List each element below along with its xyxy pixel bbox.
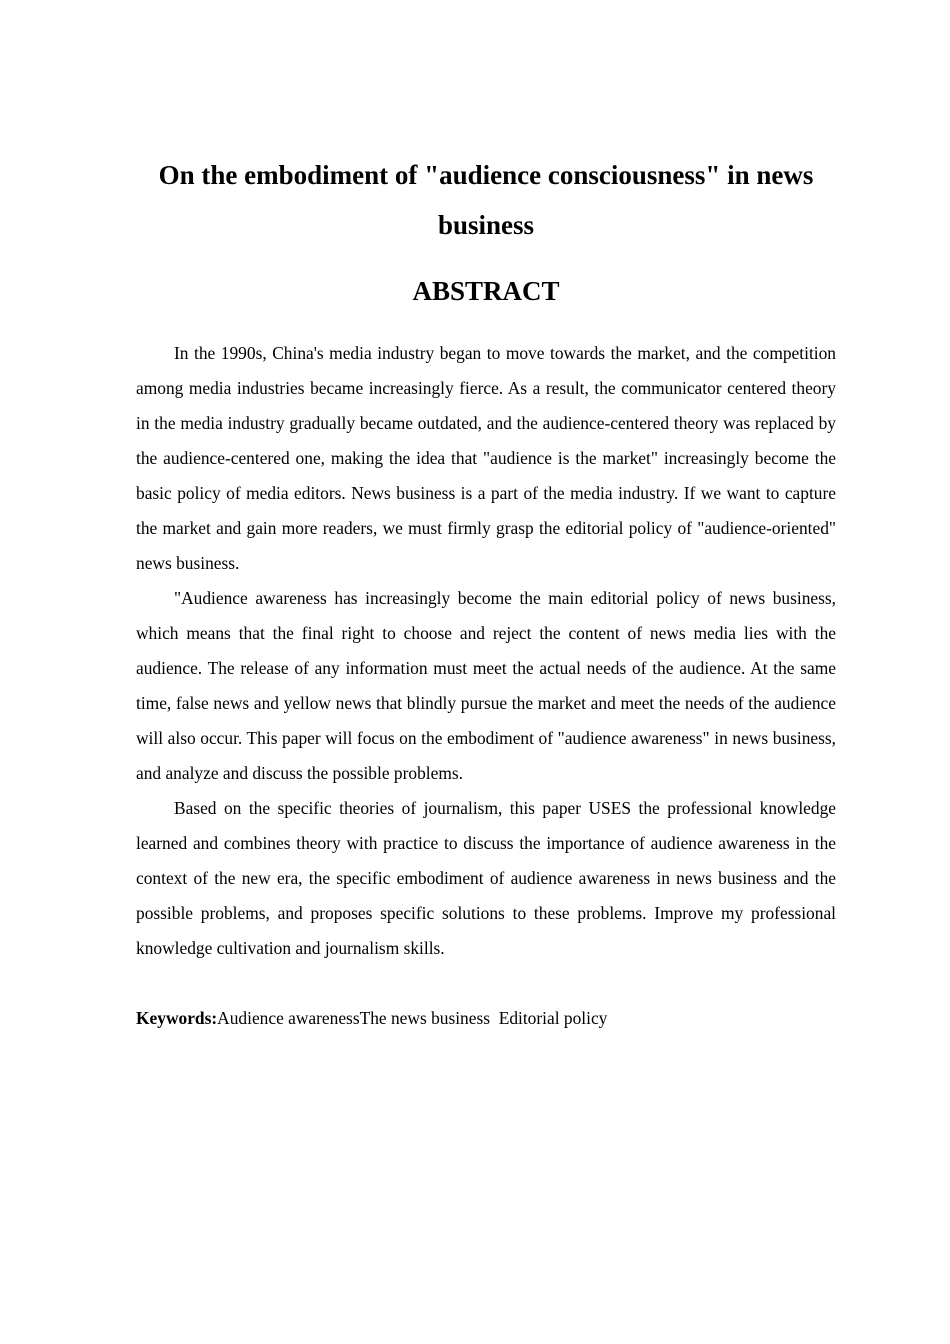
keywords-label: Keywords: [136,1008,218,1028]
keywords-line [136,1001,836,1036]
paper-page [136,150,836,1036]
abstract-paragraph-2: "Audience awareness has increasingly become the main editorial policy of news business, which means that the final right to choose and reject the content of news media lies with the audience. The release of any information must meet the actual needs of the audience. At the same time, false news and yellow news that blindly pursue the market and meet the needs of the audience will also occur. This paper will focus on the embodiment of "audience awareness" in news business, and analyze and discuss the possible problems. [136,588,836,783]
abstract-paragraph-3: Based on the specific theories of journalism, this paper USES the professional knowledge learned and combines theory with practice to discuss the importance of audience awareness in the context of the new era, the specific embodiment of audience awareness in news business and the possible problems, and proposes specific solutions to these problems. Improve my professional knowledge cultivation and journalism skills. [136,798,836,958]
paper-title: On the embodiment of "audience consciousness" in news business [158,160,814,240]
abstract-paragraph-1: In the 1990s, China's media industry began to move towards the market, and the competition among media industries became increasingly fierce. As a result, the communicator centered theory in the media industry gradually became outdated, and the audience-centered theory was replaced by the audience-centered one, making the idea that "audience is the market" increasingly become the basic policy of media editors. News business is a part of the media industry. If we want to capture the market and gain more readers, we must firmly grasp the editorial policy of "audience-oriented" news business. [136,343,836,573]
abstract-heading: ABSTRACT [412,276,560,306]
keywords-text: Audience awarenessThe news business Editorial policy [217,1008,608,1028]
